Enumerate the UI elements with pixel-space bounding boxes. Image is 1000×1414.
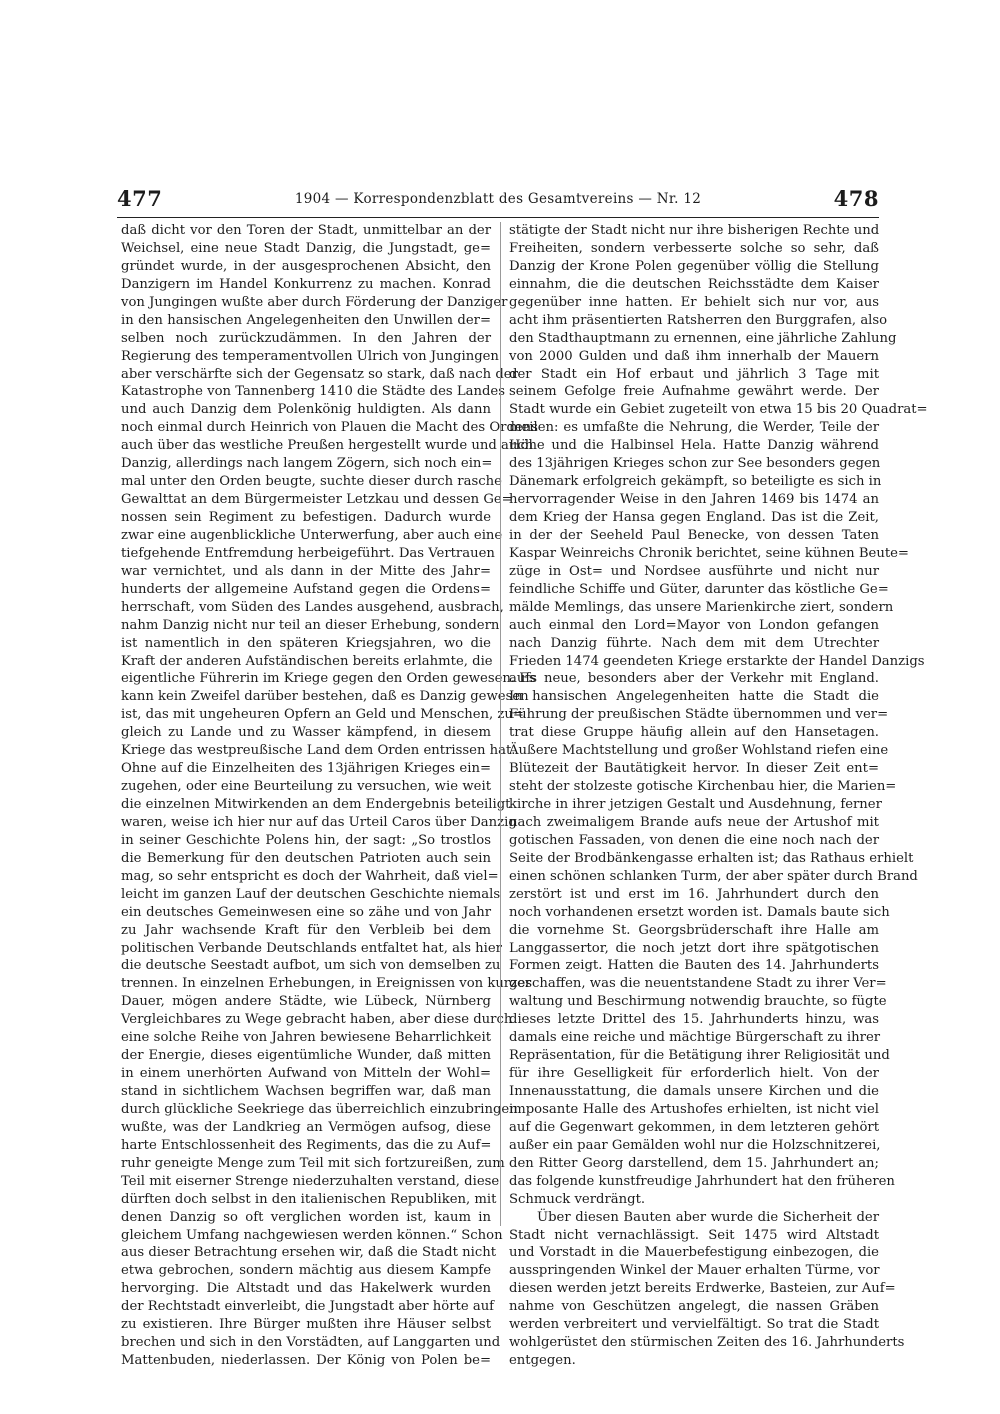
text-line: dieses letzte Drittel des 15. Jahrhunderts hinzu, was	[509, 1012, 879, 1028]
text-line: Schmuck verdrängt.	[509, 1191, 646, 1207]
text-line: dem Krieg der Hansa gegen England. Das ist die Zeit,	[509, 510, 879, 525]
text-line: ausspringenden Winkel der Mauer erhalten Türme, vor	[509, 1263, 880, 1279]
text-line: dürften doch selbst in den italienischen Republiken, mit	[121, 1191, 497, 1207]
text-line: ist, das mit ungeheuren Opfern an Geld und Menschen, zu=	[121, 707, 524, 723]
text-line: zugehen, oder eine Beurteilung zu versuchen, wie weit	[121, 779, 491, 795]
text-line: einen schönen schlanken Turm, der aber später durch Brand	[509, 868, 918, 884]
text-line: Teil mit eiserner Strenge niederzuhalten verstand, diese	[121, 1173, 500, 1189]
text-line: gegenüber inne hatten. Er behielt sich nur vor, aus	[509, 294, 879, 310]
text-line: geschaffen, was die neuentstandene Stadt zu ihrer Ver=	[509, 976, 887, 992]
text-line: Regierung des temperamentvollen Ulrich von Jungingen	[121, 348, 499, 364]
text-line: waltung und Beschirmung notwendig brauchte, so fügte	[509, 994, 887, 1010]
text-line: imposante Halle des Artushofes erhielten, ist nicht viel	[509, 1101, 879, 1117]
text-line: auch über das westliche Preußen hergestellt wurde und auch	[121, 438, 534, 454]
text-line: Kraft der anderen Aufständischen bereits erlahmte, die	[121, 653, 493, 669]
text-line: acht ihm präsentierten Ratsherren den Burggrafen, also	[509, 312, 888, 328]
text-line: und Vorstadt in die Mauerbefestigung einbezogen, die	[509, 1245, 879, 1261]
text-line: diesen werden jetzt bereits Erdwerke, Basteien, zur Auf=	[509, 1281, 896, 1297]
text-line: Seite der Brodbänkengasse erhalten ist; das Rathaus erhielt	[509, 850, 914, 866]
text-line: Innenausstattung, die damals unsere Kirchen und die	[509, 1084, 879, 1099]
text-line: die deutsche Seestadt aufbot, um sich von demselben zu	[121, 958, 501, 974]
text-line: Höhe und die Halbinsel Hela. Hatte Danzig während	[509, 438, 879, 454]
text-line: harte Entschlossenheit des Regiments, das die zu Auf=	[121, 1137, 492, 1153]
text-line: der Rechtstadt einverleibt, die Jungstadt aber hörte auf	[121, 1299, 495, 1315]
text-line: herrschaft, vom Süden des Landes ausgehend, ausbrach,	[121, 599, 504, 615]
text-line: Über diesen Bauten aber wurde die Sicherheit der	[537, 1209, 879, 1225]
text-line: brechen und sich in den Vorstädten, auf Langgarten und	[121, 1335, 501, 1351]
text-line: ist namentlich in den späteren Kriegsjahren, wo die	[121, 635, 491, 651]
page-header	[117, 186, 879, 212]
text-line: Danzigern im Handel Konkurrenz zu machen. Konrad	[121, 276, 491, 292]
text-line: Weichsel, eine neue Stadt Danzig, die Jungstadt, ge=	[121, 240, 491, 256]
text-line: seinem Gefolge freie Aufnahme gewährt werde. Der	[509, 384, 879, 400]
text-line: feindliche Schiffe und Güter, darunter das köstliche Ge=	[509, 581, 889, 597]
text-line: hunderts der allgemeine Aufstand gegen die Ordens=	[121, 581, 491, 597]
text-line: der Energie, dieses eigentümliche Wunder, daß mitten	[121, 1048, 491, 1064]
text-line: gleichem Umfang nachgewiesen werden können.“ Schon	[121, 1227, 503, 1243]
text-line: In hansischen Angelegenheiten hatte die Stadt die	[509, 689, 879, 705]
text-line: werden verbreitert und vervielfältigt. So trat die Stadt	[509, 1317, 879, 1333]
text-line: Dauer, mögen andere Städte, wie Lübeck, Nürnberg	[121, 994, 491, 1010]
text-line: nahme von Geschützen angelegt, die nassen Gräben	[509, 1299, 879, 1315]
text-line: tiefgehende Entfremdung herbeigeführt. Das Vertrauen	[121, 545, 495, 561]
text-line: nossen sein Regiment zu befestigen. Dadurch wurde	[121, 510, 491, 525]
text-line: wohlgerüstet den stürmischen Zeiten des 16. Jahrhunderts	[509, 1335, 905, 1351]
text-line: ruhr geneigte Menge zum Teil mit sich fortzureißen, zum	[121, 1155, 505, 1171]
text-line: Mattenbuden, niederlassen. Der König von Polen be=	[121, 1353, 491, 1369]
text-line: gründet wurde, in der ausgesprochenen Absicht, den	[121, 258, 491, 274]
text-line: zwar eine augenblickliche Unterwerfung, aber auch eine	[121, 527, 503, 543]
left-column	[121, 222, 538, 1370]
right-column	[509, 222, 928, 1370]
text-line: ein deutsches Gemeinwesen eine so zähe und von Jahr	[121, 904, 491, 920]
text-line: steht der stolzeste gotische Kirchenbau hier, die Marien=	[509, 779, 897, 795]
text-line: zu Jahr wachsende Kraft für den Verbleib bei dem	[121, 922, 491, 938]
page-number-left: 477	[117, 186, 163, 211]
text-line: leicht im ganzen Lauf der deutschen Geschichte niemals	[121, 886, 501, 902]
text-line: aus dieser Betrachtung ersehen wir, daß die Stadt nicht	[121, 1245, 496, 1261]
text-line: Blütezeit der Bautätigkeit hervor. In dieser Zeit ent=	[509, 761, 879, 777]
text-line: Katastrophe von Tannenberg 1410 die Städte des Landes	[121, 384, 505, 400]
text-line: damals eine reiche und mächtige Bürgerschaft zu ihrer	[509, 1030, 881, 1046]
text-line: entgegen.	[509, 1353, 576, 1369]
text-line: aber verschärfte sich der Gegensatz so stark, daß nach der	[121, 366, 518, 382]
text-line: eine solche Reihe von Jahren bewiesene Beharrlichkeit	[121, 1030, 491, 1046]
text-line: wußte, was der Landkrieg an Vermögen aufsog, diese	[121, 1119, 491, 1135]
text-line: die vornehme St. Georgsbrüderschaft ihre Halle am	[509, 922, 879, 938]
header-rule	[117, 217, 879, 218]
text-line: mälde Memlings, das unsere Marienkirche ziert, sondern	[509, 599, 894, 615]
text-line: noch einmal durch Heinrich von Plauen die Macht des Ordens	[121, 420, 538, 436]
text-line: eigentliche Führerin im Kriege gegen den Orden gewesen. Es	[121, 671, 536, 687]
text-line: zerstört ist und erst im 16. Jahrhundert durch den	[509, 886, 879, 902]
page-number-right: 478	[833, 186, 879, 211]
text-line: Danzig, allerdings nach langem Zögern, sich noch ein=	[121, 456, 493, 472]
text-line: auch einmal den Lord=Mayor von London gefangen	[509, 617, 879, 633]
text-line: aufs neue, besonders aber der Verkehr mit England.	[509, 671, 879, 687]
text-line: den Stadthauptmann zu ernennen, eine jährliche Zahlung	[509, 330, 897, 346]
text-line: selben noch zurückzudämmen. In den Jahren der	[121, 330, 491, 346]
column-divider	[500, 222, 501, 1226]
text-line: den Ritter Georg darstellend, dem 15. Jahrhundert an;	[509, 1155, 879, 1171]
text-line: Vergleichbares zu Wege gebracht haben, aber diese durch	[121, 1012, 513, 1028]
text-line: die einzelnen Mitwirkenden an dem Endergebnis beteiligt	[121, 797, 511, 812]
text-line: einnahm, die die deutschen Reichsstädte dem Kaiser	[509, 276, 879, 292]
text-line: mal unter den Orden beugte, suchte dieser durch rasche	[121, 474, 502, 490]
text-line: Freiheiten, sondern verbesserte solche so sehr, daß	[509, 240, 879, 256]
text-line: außer ein paar Gemälden wohl nur die Holzschnitzerei,	[509, 1137, 881, 1153]
text-line: von 2000 Gulden und daß ihm innerhalb der Mauern	[509, 348, 879, 364]
text-line: in seiner Geschichte Polens hin, der sagt: „So trostlos	[121, 832, 491, 848]
text-line: kirche in ihrer jetzigen Gestalt und Ausdehnung, ferner	[509, 797, 882, 812]
text-line: auf die Gegenwart gekommen, in dem letzteren gehört	[509, 1119, 879, 1135]
text-line: Führung der preußischen Städte übernommen und ver=	[509, 707, 889, 723]
text-line: daß dicht vor den Toren der Stadt, unmittelbar an der	[121, 223, 491, 238]
text-line: politischen Verbande Deutschlands entfaltet hat, als hier	[121, 940, 502, 956]
text-line: nahm Danzig nicht nur teil an dieser Erhebung, sondern	[121, 617, 500, 633]
text-line: für ihre Geselligkeit für erforderlich hielt. Von der	[509, 1066, 879, 1082]
text-line: Äußere Machtstellung und großer Wohlstand riefen eine	[509, 743, 889, 759]
text-line: hervorragender Weise in den Jahren 1469 bis 1474 an	[509, 492, 879, 508]
text-line: züge in Ost= und Nordsee ausführte und nicht nur	[509, 563, 879, 579]
text-line: stand in sichtlichem Wachsen begriffen war, daß man	[121, 1084, 491, 1099]
text-line: denen Danzig so oft verglichen worden ist, kaum in	[121, 1209, 491, 1225]
text-line: Repräsentation, für die Betätigung ihrer Religiosität und	[509, 1048, 890, 1064]
text-line: hervorging. Die Altstadt und das Hakelwerk wurden	[121, 1281, 491, 1297]
text-line: stätigte der Stadt nicht nur ihre bisherigen Rechte und	[509, 223, 880, 238]
text-line: Formen zeigt. Hatten die Bauten des 14. Jahrhunderts	[509, 958, 879, 974]
text-line: trennen. In einzelnen Erhebungen, in Ereignissen von kurzer	[121, 976, 532, 992]
text-line: der Stadt ein Hof erbaut und jährlich 3 Tage mit	[509, 366, 879, 382]
text-line: Langgassertor, die noch jetzt dort ihre spätgotischen	[509, 940, 879, 956]
text-line: meilen: es umfaßte die Nehrung, die Werder, Teile der	[509, 420, 879, 436]
text-line: Kaspar Weinreichs Chronik berichtet, seine kühnen Beute=	[509, 545, 909, 561]
text-line: durch glückliche Seekriege das überreichlich einzubringen	[121, 1101, 518, 1117]
text-line: nach zweimaligem Brande aufs neue der Artushof mit	[509, 814, 879, 830]
text-line: in der der Seeheld Paul Benecke, von dessen Taten	[509, 527, 879, 543]
text-line: mag, so sehr entspricht es doch der Wahrheit, daß viel=	[121, 868, 499, 884]
text-line: nach Danzig führte. Nach dem mit dem Utrechter	[509, 635, 879, 651]
text-line: gotischen Fassaden, von denen die eine noch nach der	[509, 832, 879, 848]
text-line: gleich zu Lande und zu Wasser kämpfend, in diesem	[121, 725, 491, 741]
running-head: 1904 — Korrespondenzblatt des Gesamtvereins — Nr. 12	[294, 191, 702, 207]
text-line: zu existieren. Ihre Bürger mußten ihre Häuser selbst	[121, 1317, 491, 1333]
text-line: Stadt wurde ein Gebiet zugeteilt von etwa 15 bis 20 Quadrat=	[509, 402, 928, 418]
text-line: in einem unerhörten Aufwand von Mitteln der Wohl=	[121, 1066, 491, 1082]
text-line: Stadt nicht vernachlässigt. Seit 1475 wird Altstadt	[509, 1227, 879, 1243]
text-line: Ohne auf die Einzelheiten des 13jährigen Krieges ein=	[121, 761, 491, 777]
text-line: in den hansischen Angelegenheiten den Unwillen der=	[121, 312, 491, 328]
text-line: von Jungingen wußte aber durch Förderung der Danziger	[121, 294, 508, 310]
text-line: Danzig der Krone Polen gegenüber völlig die Stellung	[509, 258, 879, 274]
text-line: Dänemark erfolgreich gekämpft, so beteiligte es sich in	[509, 474, 882, 490]
text-line: Kriege das westpreußische Land dem Orden entrissen hat.	[121, 743, 516, 759]
text-line: kann kein Zweifel darüber bestehen, daß es Danzig gewesen	[121, 689, 529, 705]
text-line: und auch Danzig dem Polenkönig huldigten. Als dann	[121, 402, 491, 418]
text-line: Gewalttat an dem Bürgermeister Letzkau und dessen Ge=	[121, 492, 513, 508]
text-line: Frieden 1474 geendeten Kriege erstarkte der Handel Danzigs	[509, 653, 925, 669]
text-line: etwa gebrochen, sondern mächtig aus diesem Kampfe	[121, 1263, 491, 1279]
text-line: war vernichtet, und als dann in der Mitte des Jahr=	[121, 563, 491, 579]
text-line: die Bemerkung für den deutschen Patrioten auch sein	[121, 850, 491, 866]
text-line: waren, weise ich hier nur auf das Urteil Caros über Danzig	[121, 814, 517, 830]
text-line: trat diese Gruppe häufig allein auf den Hansetagen.	[509, 725, 879, 741]
text-line: das folgende kunstfreudige Jahrhundert hat den früheren	[509, 1173, 895, 1189]
text-line: noch vorhandenen ersetzt worden ist. Damals baute sich	[509, 904, 890, 920]
text-line: des 13jährigen Krieges schon zur See besonders gegen	[509, 456, 881, 472]
